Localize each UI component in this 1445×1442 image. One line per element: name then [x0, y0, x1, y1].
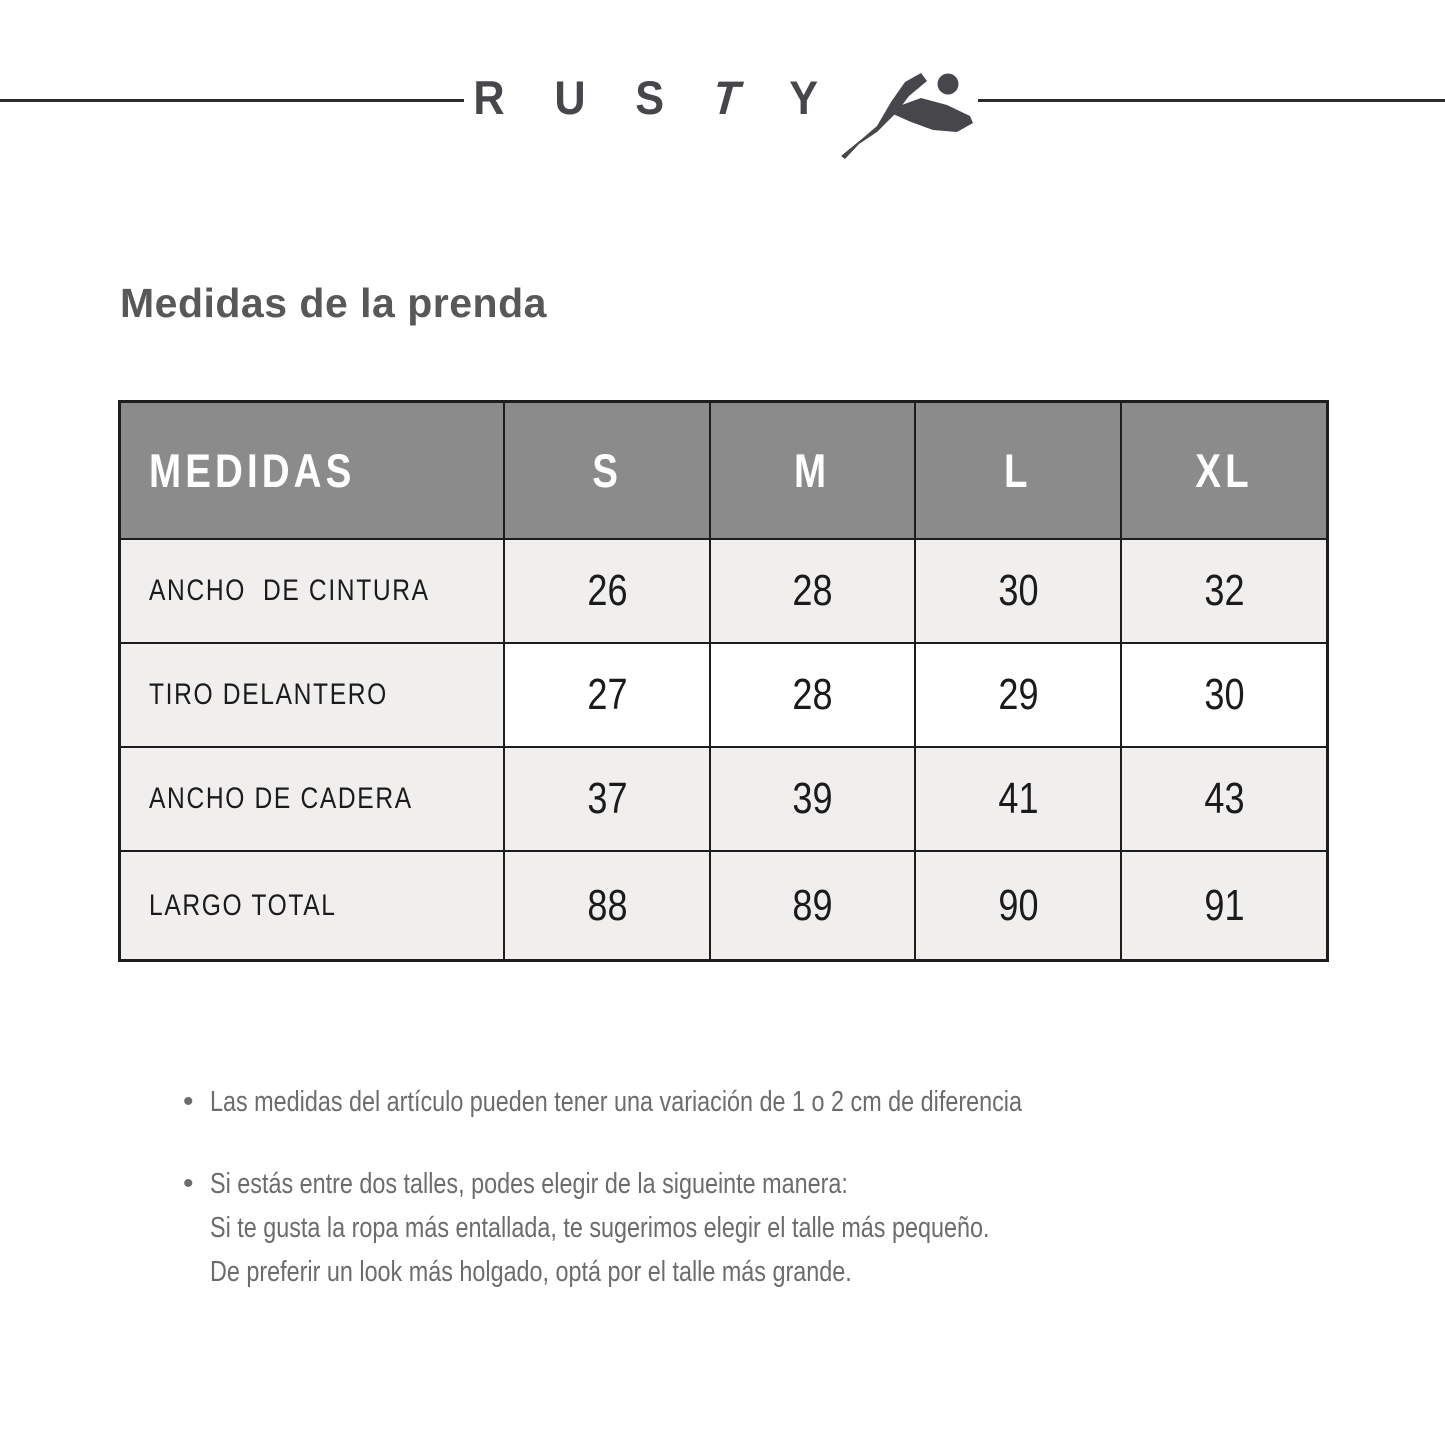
row-label-ancho-de-cintura: ANCHO DE CINTURA [121, 540, 505, 644]
cell-cintura-m: 28 [711, 540, 916, 644]
note-variation [183, 1080, 1363, 1124]
cell-largo-m: 89 [711, 852, 916, 959]
cell-largo-l: 90 [916, 852, 1122, 959]
cell-largo-s: 88 [505, 852, 711, 959]
logo-letter-u: U [554, 71, 586, 124]
note-line: De preferir un look más holgado, optá por el talle más grande. [209, 1256, 852, 1288]
row-label-tiro-delantero: TIRO DELANTERO [121, 644, 505, 748]
cell-tiro-m: 28 [711, 644, 916, 748]
logo-letter-s: S [635, 71, 665, 124]
cell-largo-xl: 91 [1122, 852, 1326, 959]
cell-cintura-l: 30 [916, 540, 1122, 644]
table-header-size-s: S [505, 403, 711, 540]
notes-list [183, 1080, 1363, 1332]
table-header-medidas [121, 403, 505, 540]
rusty-r-icon [833, 52, 973, 166]
cell-tiro-s: 27 [505, 644, 711, 748]
rusty-wordmark [472, 70, 819, 125]
divider-line-left [0, 99, 464, 102]
divider-line-right [978, 99, 1445, 102]
note-line: Las medidas del artículo pueden tener una variación de 1 o 2 cm de diferencia [209, 1086, 1022, 1118]
note-line: Si estás entre dos talles, podes elegir de la sigueinte manera: [209, 1168, 848, 1200]
table-header-size-l: L [916, 403, 1122, 540]
cell-cintura-s: 26 [505, 540, 711, 644]
table-header-size-m: M [711, 403, 916, 540]
row-label-ancho-de-cadera: ANCHO DE CADERA [121, 748, 505, 852]
cell-cadera-l: 41 [916, 748, 1122, 852]
cell-cadera-xl: 43 [1122, 748, 1326, 852]
table-header-label: MEDIDAS [149, 444, 356, 497]
cell-cintura-xl: 32 [1122, 540, 1326, 644]
logo-letter-y: Y [789, 71, 819, 124]
cell-cadera-m: 39 [711, 748, 916, 852]
bullet-icon: • [183, 1167, 194, 1200]
size-table [118, 400, 1329, 962]
table-header-size-xl: XL [1122, 403, 1326, 540]
row-label-largo-total: LARGO TOTAL [121, 852, 505, 959]
note-line: Si te gusta la ropa más entallada, te sugerimos elegir el talle más pequeño. [209, 1212, 989, 1244]
note-size-advice [183, 1162, 1363, 1294]
logo-letter-t: T [710, 71, 743, 124]
cell-tiro-l: 29 [916, 644, 1122, 748]
logo-letter-r: R [473, 71, 505, 124]
page-title: Medidas de la prenda [120, 280, 547, 326]
bullet-icon: • [183, 1085, 194, 1118]
cell-tiro-xl: 30 [1122, 644, 1326, 748]
cell-cadera-s: 37 [505, 748, 711, 852]
